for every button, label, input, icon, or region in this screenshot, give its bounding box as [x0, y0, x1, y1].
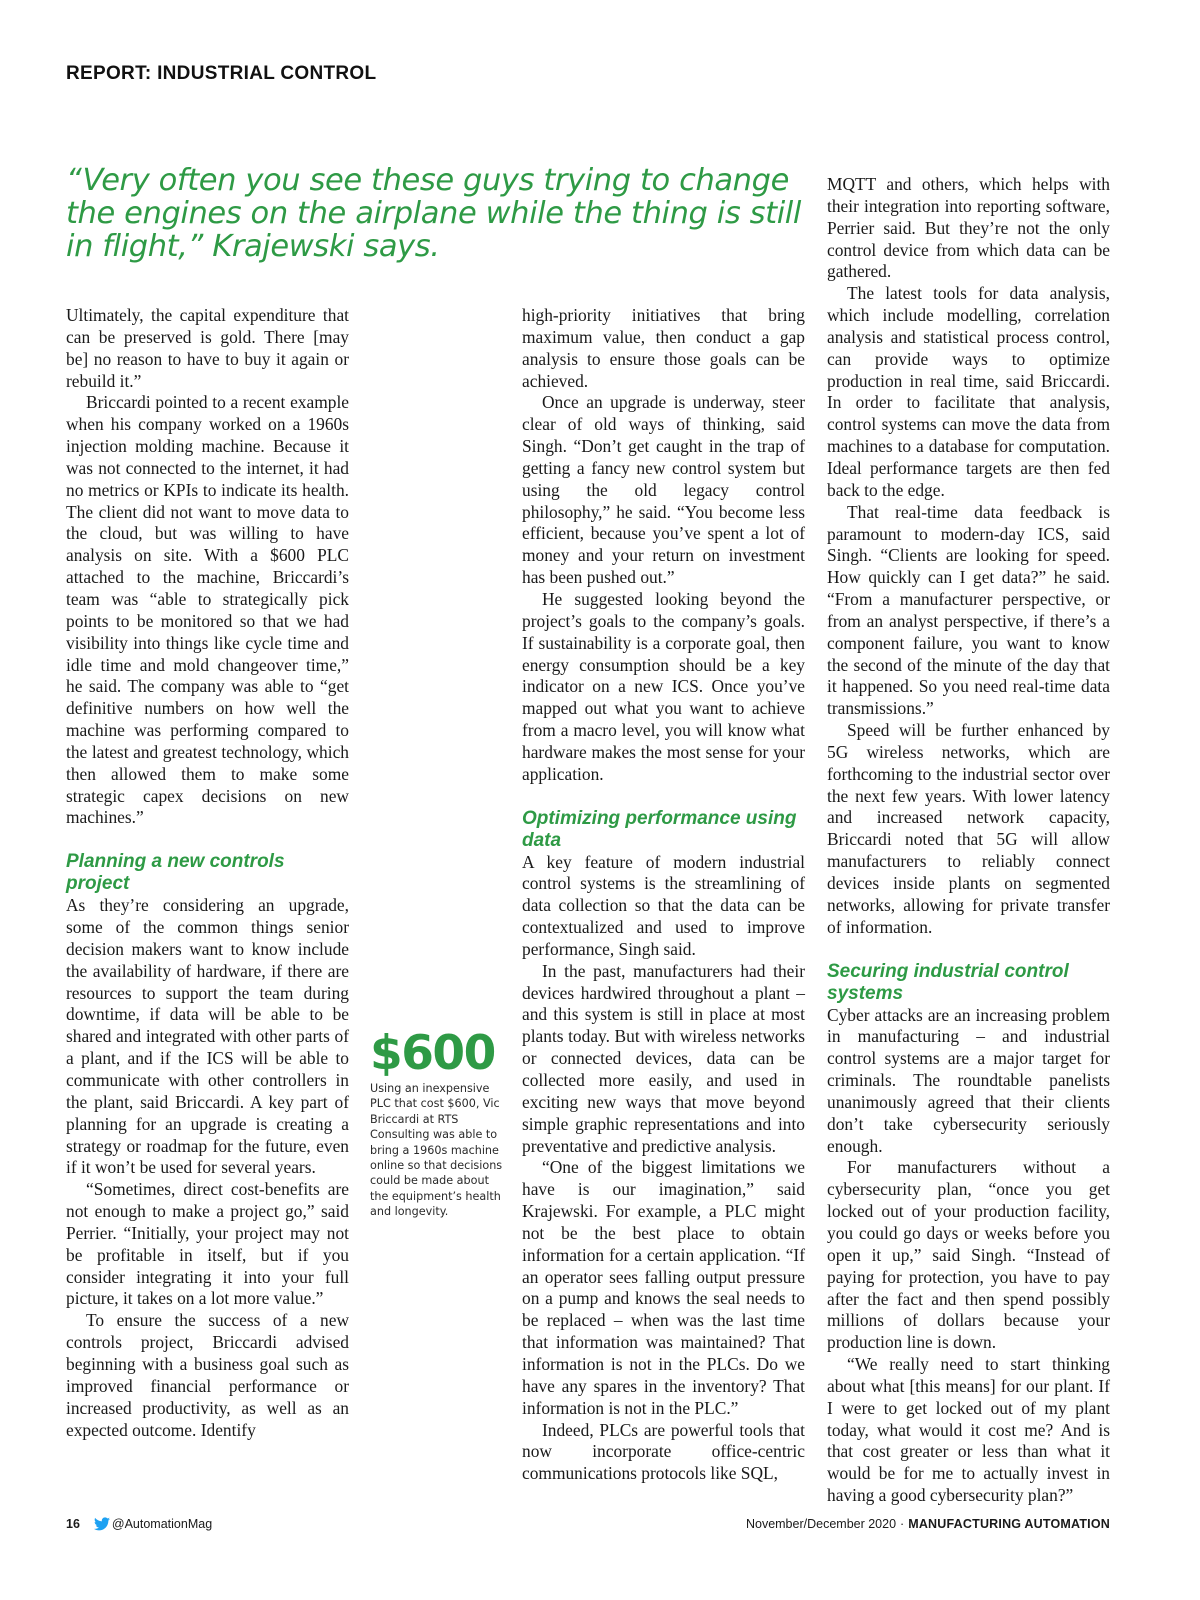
stat-callout	[370, 1028, 510, 1220]
twitter-handle: @AutomationMag	[111, 1517, 213, 1531]
callout-caption: Using an inexpensive PLC that cost $600, Vic Briccardi at RTS Consulting was able to bring a 1960s machine online so that decisions could be made about the equipment’s health and longevity.	[370, 1082, 503, 1219]
page-number: 16	[66, 1517, 80, 1531]
article-column-2	[522, 305, 805, 1485]
subheading-planning: Planning a new controls project	[66, 851, 285, 895]
page-footer	[66, 1517, 1110, 1535]
article-column-1	[66, 305, 349, 1441]
paragraph: As they’re considering an upgrade, some of the common things senior decision makers want to know include the availability of hardware, if there are resources to support the team during downtime, if data will be able to be shared and integrated with other parts of a plant, and if the ICS will be able to communicate with other controllers in the plant, said Briccardi. A key part of planning for an upgrade is creating a strategy or roadmap for the future, even if it won’t be used for several years.	[66, 895, 349, 1178]
paragraph: A key feature of modern industrial control systems is the streamlining of data collection so that the data can be contextualized and used to improve performance, Singh said.	[522, 851, 805, 959]
pull-quote: “Very often you see these guys trying to change the engines on the airplane while the thing is still in flight,” Krajewski says.	[66, 163, 801, 264]
paragraph: The latest tools for data analysis, which include modelling, correlation analysis and statistical process control, can provide ways to optimize production in real time, said Briccardi. In order to facilitate that analysis, control systems can move the data from machines to a database for computation. Ideal performance targets are then fed back to the edge.	[827, 283, 1110, 500]
footer-right	[746, 1517, 1110, 1531]
paragraph: He suggested looking beyond the project’s goals to the company’s goals. If sustainability is a corporate goal, then energy consumption should be a key indicator on a new ICS. Once you’ve mapped out what you want to achieve from a macro level, you will know what hardware makes the most sense for your application.	[522, 588, 805, 784]
subheading-optimizing: Optimizing performance using data	[522, 807, 797, 851]
paragraph: “We really need to start thinking about what [this means] for our plant. If I were to get locked out of my plant today, what would it cost me? And is that cost greater or less than what it would be for me to actually invest in having a good cybersecurity plan?”	[827, 1354, 1110, 1506]
paragraph: In the past, manufacturers had their devices hardwired throughout a plant – and this system is still in place at most plants today. But with wireless networks or connected devices, data can be collected more easily, and used in exciting new ways that move beyond simple graphic representations and into preventative and predictive analysis.	[522, 960, 805, 1156]
paragraph: That real-time data feedback is paramount to modern-day ICS, said Singh. “Clients are looking for speed. How quickly can I get data?” he said. “From a manufacturer perspective, or from an analyst perspective, if there’s a component failure, you want to know the second of the minute of the day that it happened. So you need real-time data transmissions.”	[827, 501, 1110, 719]
paragraph: high-priority initiatives that bring maximum value, then conduct a gap analysis to ensure those goals can be achieved.	[522, 305, 805, 391]
footer-separator: ·	[900, 1517, 905, 1531]
paragraph: “Sometimes, direct cost-benefits are not enough to make a project go,” said Perrier. “Initially, your project may not be profitable in itself, but if you consider integrating it into your full picture, it takes on a lot more value.”	[66, 1179, 349, 1309]
paragraph: Once an upgrade is underway, steer clear of old ways of thinking, said Singh. “Don’t get caught in the trap of getting a fancy new control system but using the old legacy control philosophy,” he said. “You become less efficient, because you’ve spent a lot of money and your return on investment has been pushed out.”	[522, 392, 805, 588]
magazine-name: MANUFACTURING AUTOMATION	[908, 1517, 1110, 1531]
callout-figure: $600	[370, 1026, 495, 1081]
paragraph: Briccardi pointed to a recent example when his company worked on a 1960s injection molding machine. Because it was not connected to the internet, it had no metrics or KPIs to indicate its health. The client did not want to move data to the cloud, but was willing to have analysis on site. With a $600 PLC attached to the machine, Briccardi’s team was “able to strategically pick points to be monitored so that we had visibility into things like cycle time and idle time and mold changeover time,” he said. The company was able to “get definitive numbers on how well the machine was performing compared to the latest and greatest technology, which then allowed them to make some strategic capex decisions on new machines.”	[66, 392, 349, 828]
footer-left	[66, 1517, 212, 1531]
paragraph: Indeed, PLCs are powerful tools that now incorporate office-centric communications protocols like SQL,	[522, 1419, 805, 1484]
section-label: REPORT: INDUSTRIAL CONTROL	[66, 63, 377, 84]
paragraph: MQTT and others, which helps with their integration into reporting software, Perrier said. But they’re not the only control device from which data can be gathered.	[827, 174, 1110, 282]
paragraph: Ultimately, the capital expenditure that can be preserved is gold. There [may be] no reason to have to buy it again or rebuild it.”	[66, 305, 349, 391]
paragraph: Speed will be further enhanced by 5G wireless networks, which are forthcoming to the industrial sector over the next few years. With lower latency and increased network capacity, Briccardi noted that 5G will allow manufacturers to reliably connect devices inside plants on segmented networks, allowing for private transfer of information.	[827, 720, 1110, 937]
subheading-securing: Securing industrial control systems	[827, 960, 1069, 1004]
paragraph: “One of the biggest limitations we have is our imagination,” said Krajewski. For example, a PLC might not be the best place to obtain information for a certain application. “If an operator sees falling output pressure on a pump and knows the seal needs to be replaced – when was the last time that information was maintained? That information is not in the PLCs. Do we have any spares in the inventory? That information is not in the PLC.”	[522, 1157, 805, 1418]
paragraph: Cyber attacks are an increasing problem in manufacturing – and industrial control systems are a major target for criminals. The roundtable panelists unanimously agreed that their clients don’t take cybersecurity seriously enough.	[827, 1004, 1110, 1156]
article-column-3	[827, 174, 1110, 1507]
paragraph: For manufacturers without a cybersecurity plan, “once you get locked out of your production facility, you could go days or weeks before you open it up,” said Singh. “Instead of paying for protection, you have to pay after the fact and then spend possibly millions of dollars because your production line is down.	[827, 1157, 1110, 1353]
paragraph: To ensure the success of a new controls project, Briccardi advised beginning with a business goal such as improved financial performance or increased productivity, as well as an expected outcome. Identify	[66, 1310, 349, 1440]
issue-date: November/December 2020	[745, 1517, 897, 1531]
twitter-bird-icon	[94, 1517, 110, 1531]
